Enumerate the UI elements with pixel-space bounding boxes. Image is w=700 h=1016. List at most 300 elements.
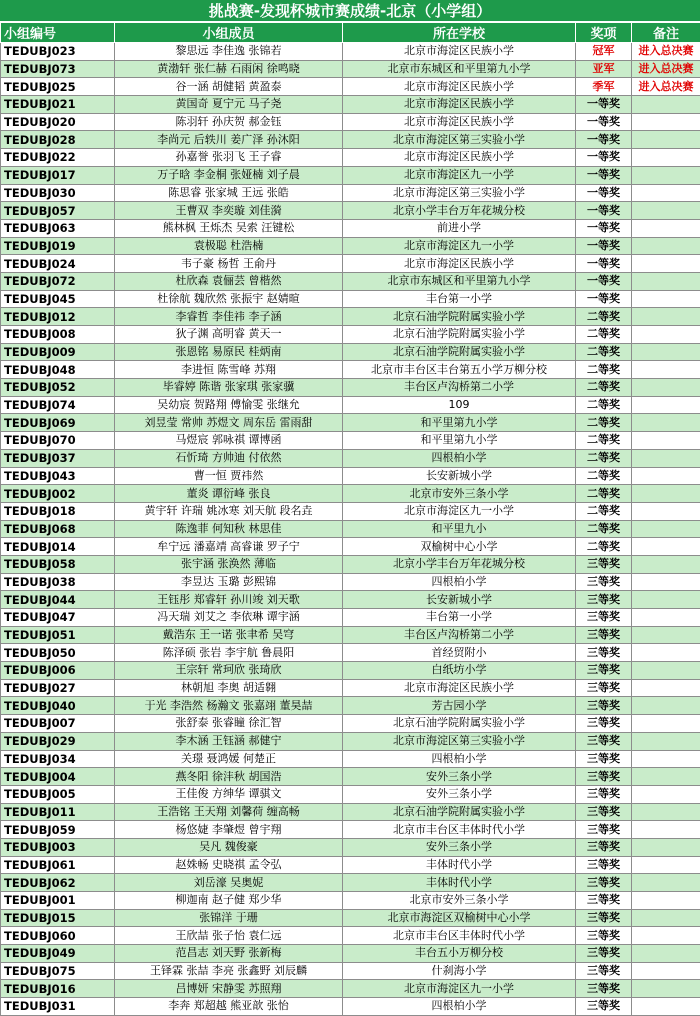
cell-members[interactable]: 林朝旭 李奥 胡适翱 bbox=[115, 679, 343, 697]
cell-school[interactable]: 四根柏小学 bbox=[343, 449, 576, 467]
table-row[interactable] bbox=[1, 255, 700, 273]
cell-members[interactable]: 张锦洋 于珊 bbox=[115, 909, 343, 927]
cell-group-id[interactable]: TEDUBJ075 bbox=[1, 962, 115, 980]
cell-award[interactable]: 亚军 bbox=[576, 60, 632, 78]
table-row[interactable] bbox=[1, 96, 700, 114]
cell-note[interactable] bbox=[632, 998, 700, 1016]
cell-school[interactable]: 北京市海淀区民族小学 bbox=[343, 113, 576, 131]
cell-school[interactable]: 北京市海淀区民族小学 bbox=[343, 96, 576, 114]
cell-school[interactable]: 北京市安外三条小学 bbox=[343, 485, 576, 503]
cell-school[interactable]: 北京市东城区和平里第九小学 bbox=[343, 272, 576, 290]
cell-school[interactable]: 北京小学丰台万年花城分校 bbox=[343, 555, 576, 573]
cell-note[interactable] bbox=[632, 856, 700, 874]
cell-group-id[interactable]: TEDUBJ068 bbox=[1, 520, 115, 538]
cell-award[interactable]: 二等奖 bbox=[576, 308, 632, 326]
cell-group-id[interactable]: TEDUBJ062 bbox=[1, 874, 115, 892]
cell-note[interactable] bbox=[632, 538, 700, 556]
table-row[interactable] bbox=[1, 785, 700, 803]
cell-members[interactable]: 牟宁远 潘嘉靖 高睿谦 罗子宁 bbox=[115, 538, 343, 556]
cell-note[interactable] bbox=[632, 432, 700, 450]
cell-members[interactable]: 赵姝畅 史晓祺 孟令弘 bbox=[115, 856, 343, 874]
cell-school[interactable]: 和平里九小 bbox=[343, 520, 576, 538]
cell-group-id[interactable]: TEDUBJ052 bbox=[1, 379, 115, 397]
cell-members[interactable]: 吴凡 魏俊豪 bbox=[115, 838, 343, 856]
cell-note[interactable]: 进入总决赛 bbox=[632, 60, 700, 78]
cell-members[interactable]: 杜欣森 袁俪芸 曾楷然 bbox=[115, 272, 343, 290]
cell-school[interactable]: 北京市丰台区丰体时代小学 bbox=[343, 927, 576, 945]
cell-school[interactable]: 长安新城小学 bbox=[343, 467, 576, 485]
cell-school[interactable]: 北京市丰台区丰台第五小学万柳分校 bbox=[343, 361, 576, 379]
cell-group-id[interactable]: TEDUBJ069 bbox=[1, 414, 115, 432]
cell-note[interactable] bbox=[632, 343, 700, 361]
cell-group-id[interactable]: TEDUBJ006 bbox=[1, 662, 115, 680]
table-row[interactable] bbox=[1, 414, 700, 432]
table-row[interactable] bbox=[1, 821, 700, 839]
cell-school[interactable]: 丰台第一小学 bbox=[343, 290, 576, 308]
cell-award[interactable]: 三等奖 bbox=[576, 662, 632, 680]
table-row[interactable] bbox=[1, 379, 700, 397]
cell-note[interactable] bbox=[632, 449, 700, 467]
cell-award[interactable]: 三等奖 bbox=[576, 715, 632, 733]
table-row[interactable] bbox=[1, 131, 700, 149]
cell-members[interactable]: 王欣喆 张子怡 袁仁远 bbox=[115, 927, 343, 945]
cell-school[interactable]: 双榆树中心小学 bbox=[343, 538, 576, 556]
cell-group-id[interactable]: TEDUBJ063 bbox=[1, 219, 115, 237]
cell-group-id[interactable]: TEDUBJ073 bbox=[1, 60, 115, 78]
cell-members[interactable]: 刘昱莹 常帅 苏煜文 周东岳 雷雨甜 bbox=[115, 414, 343, 432]
table-row[interactable] bbox=[1, 184, 700, 202]
cell-members[interactable]: 石忻琦 方帅迪 付依然 bbox=[115, 449, 343, 467]
cell-school[interactable]: 和平里第九小学 bbox=[343, 414, 576, 432]
cell-group-id[interactable]: TEDUBJ044 bbox=[1, 591, 115, 609]
table-row[interactable] bbox=[1, 750, 700, 768]
cell-group-id[interactable]: TEDUBJ027 bbox=[1, 679, 115, 697]
cell-note[interactable] bbox=[632, 962, 700, 980]
cell-award[interactable]: 一等奖 bbox=[576, 96, 632, 114]
cell-members[interactable]: 黄渤轩 张仁赫 石雨闲 徐鸣晓 bbox=[115, 60, 343, 78]
cell-award[interactable]: 三等奖 bbox=[576, 679, 632, 697]
cell-award[interactable]: 三等奖 bbox=[576, 573, 632, 591]
cell-note[interactable] bbox=[632, 750, 700, 768]
cell-award[interactable]: 一等奖 bbox=[576, 113, 632, 131]
cell-members[interactable]: 李昱达 玉璐 彭熙锦 bbox=[115, 573, 343, 591]
cell-award[interactable]: 二等奖 bbox=[576, 414, 632, 432]
table-row[interactable] bbox=[1, 308, 700, 326]
cell-award[interactable]: 一等奖 bbox=[576, 202, 632, 220]
cell-note[interactable] bbox=[632, 131, 700, 149]
cell-group-id[interactable]: TEDUBJ047 bbox=[1, 609, 115, 627]
cell-award[interactable]: 二等奖 bbox=[576, 432, 632, 450]
cell-group-id[interactable]: TEDUBJ005 bbox=[1, 785, 115, 803]
cell-note[interactable] bbox=[632, 166, 700, 184]
cell-members[interactable]: 刘岳濠 吴奥妮 bbox=[115, 874, 343, 892]
cell-group-id[interactable]: TEDUBJ028 bbox=[1, 131, 115, 149]
table-row[interactable] bbox=[1, 78, 700, 96]
cell-group-id[interactable]: TEDUBJ051 bbox=[1, 626, 115, 644]
cell-note[interactable] bbox=[632, 502, 700, 520]
cell-award[interactable]: 三等奖 bbox=[576, 874, 632, 892]
table-row[interactable] bbox=[1, 909, 700, 927]
cell-school[interactable]: 北京市海淀区第三实验小学 bbox=[343, 732, 576, 750]
cell-award[interactable]: 二等奖 bbox=[576, 502, 632, 520]
cell-school[interactable]: 首经贸附小 bbox=[343, 644, 576, 662]
cell-award[interactable]: 二等奖 bbox=[576, 449, 632, 467]
cell-members[interactable]: 熊林枫 王烁杰 吴索 汪键松 bbox=[115, 219, 343, 237]
cell-award[interactable]: 二等奖 bbox=[576, 485, 632, 503]
cell-note[interactable] bbox=[632, 573, 700, 591]
cell-school[interactable]: 北京市海淀区九一小学 bbox=[343, 166, 576, 184]
cell-award[interactable]: 三等奖 bbox=[576, 591, 632, 609]
cell-note[interactable] bbox=[632, 396, 700, 414]
cell-school[interactable]: 什刹海小学 bbox=[343, 962, 576, 980]
cell-award[interactable]: 一等奖 bbox=[576, 149, 632, 167]
cell-school[interactable]: 北京市丰台区丰体时代小学 bbox=[343, 821, 576, 839]
cell-school[interactable]: 北京小学丰台万年花城分校 bbox=[343, 202, 576, 220]
table-row[interactable] bbox=[1, 856, 700, 874]
cell-members[interactable]: 吴幼宸 贺路翔 傅愉雯 张继允 bbox=[115, 396, 343, 414]
cell-members[interactable]: 张宇涵 张涣然 薄临 bbox=[115, 555, 343, 573]
cell-members[interactable]: 李睿哲 李佳祎 李子涵 bbox=[115, 308, 343, 326]
cell-award[interactable]: 三等奖 bbox=[576, 821, 632, 839]
cell-school[interactable]: 丰台区卢沟桥第二小学 bbox=[343, 379, 576, 397]
cell-note[interactable] bbox=[632, 874, 700, 892]
cell-members[interactable]: 李尚元 后轶川 姜广泽 孙沐阳 bbox=[115, 131, 343, 149]
cell-note[interactable] bbox=[632, 326, 700, 344]
cell-award[interactable]: 三等奖 bbox=[576, 750, 632, 768]
cell-school[interactable]: 北京石油学院附属实验小学 bbox=[343, 803, 576, 821]
cell-note[interactable] bbox=[632, 272, 700, 290]
cell-group-id[interactable]: TEDUBJ057 bbox=[1, 202, 115, 220]
cell-group-id[interactable]: TEDUBJ070 bbox=[1, 432, 115, 450]
cell-school[interactable]: 白纸坊小学 bbox=[343, 662, 576, 680]
cell-school[interactable]: 四根柏小学 bbox=[343, 998, 576, 1016]
table-row[interactable] bbox=[1, 237, 700, 255]
cell-award[interactable]: 季军 bbox=[576, 78, 632, 96]
cell-group-id[interactable]: TEDUBJ072 bbox=[1, 272, 115, 290]
table-row[interactable] bbox=[1, 998, 700, 1016]
cell-members[interactable]: 李奔 郑超越 熊亚歆 张怡 bbox=[115, 998, 343, 1016]
cell-note[interactable] bbox=[632, 308, 700, 326]
cell-school[interactable]: 北京市海淀区第三实验小学 bbox=[343, 184, 576, 202]
cell-award[interactable]: 三等奖 bbox=[576, 909, 632, 927]
cell-note[interactable] bbox=[632, 467, 700, 485]
cell-note[interactable] bbox=[632, 945, 700, 963]
table-row[interactable] bbox=[1, 502, 700, 520]
cell-group-id[interactable]: TEDUBJ031 bbox=[1, 998, 115, 1016]
cell-group-id[interactable]: TEDUBJ002 bbox=[1, 485, 115, 503]
cell-school[interactable]: 丰台区卢沟桥第二小学 bbox=[343, 626, 576, 644]
cell-group-id[interactable]: TEDUBJ008 bbox=[1, 326, 115, 344]
cell-award[interactable]: 三等奖 bbox=[576, 927, 632, 945]
cell-members[interactable]: 王铎霖 张喆 李亮 张鑫野 刘辰麟 bbox=[115, 962, 343, 980]
table-row[interactable] bbox=[1, 962, 700, 980]
cell-note[interactable] bbox=[632, 591, 700, 609]
cell-school[interactable]: 安外三条小学 bbox=[343, 785, 576, 803]
table-row[interactable] bbox=[1, 326, 700, 344]
cell-school[interactable]: 安外三条小学 bbox=[343, 768, 576, 786]
cell-members[interactable]: 王曹双 李奕璇 刘佳漪 bbox=[115, 202, 343, 220]
table-row[interactable] bbox=[1, 573, 700, 591]
cell-award[interactable]: 二等奖 bbox=[576, 343, 632, 361]
cell-school[interactable]: 北京市海淀区民族小学 bbox=[343, 78, 576, 96]
cell-school[interactable]: 和平里第九小学 bbox=[343, 432, 576, 450]
cell-members[interactable]: 关璟 聂鸿媛 何楚正 bbox=[115, 750, 343, 768]
table-row[interactable] bbox=[1, 113, 700, 131]
cell-note[interactable] bbox=[632, 361, 700, 379]
cell-members[interactable]: 谷一涵 胡健韬 黄盈泰 bbox=[115, 78, 343, 96]
cell-group-id[interactable]: TEDUBJ060 bbox=[1, 927, 115, 945]
table-row[interactable] bbox=[1, 838, 700, 856]
cell-award[interactable]: 一等奖 bbox=[576, 219, 632, 237]
table-row[interactable] bbox=[1, 202, 700, 220]
cell-members[interactable]: 马煜宸 郭咏祺 谭博函 bbox=[115, 432, 343, 450]
table-row[interactable] bbox=[1, 149, 700, 167]
cell-group-id[interactable]: TEDUBJ049 bbox=[1, 945, 115, 963]
cell-award[interactable]: 三等奖 bbox=[576, 626, 632, 644]
cell-group-id[interactable]: TEDUBJ011 bbox=[1, 803, 115, 821]
cell-award[interactable]: 三等奖 bbox=[576, 803, 632, 821]
cell-members[interactable]: 于光 李浩然 杨瀚文 张嘉翊 董昊喆 bbox=[115, 697, 343, 715]
cell-note[interactable] bbox=[632, 290, 700, 308]
cell-award[interactable]: 一等奖 bbox=[576, 272, 632, 290]
cell-members[interactable]: 张舒泰 张睿瞳 徐汇智 bbox=[115, 715, 343, 733]
cell-award[interactable]: 三等奖 bbox=[576, 555, 632, 573]
header-group-id[interactable]: 小组编号 bbox=[1, 23, 115, 43]
cell-group-id[interactable]: TEDUBJ020 bbox=[1, 113, 115, 131]
cell-note[interactable] bbox=[632, 679, 700, 697]
table-row[interactable] bbox=[1, 697, 700, 715]
cell-award[interactable]: 三等奖 bbox=[576, 892, 632, 910]
table-row[interactable] bbox=[1, 449, 700, 467]
cell-members[interactable]: 韦子豪 杨哲 王俞丹 bbox=[115, 255, 343, 273]
table-row[interactable] bbox=[1, 715, 700, 733]
table-row[interactable] bbox=[1, 166, 700, 184]
table-row[interactable] bbox=[1, 609, 700, 627]
cell-members[interactable]: 李木涵 王钰涵 郝健宁 bbox=[115, 732, 343, 750]
cell-award[interactable]: 二等奖 bbox=[576, 379, 632, 397]
cell-members[interactable]: 范昌志 刘天野 张新梅 bbox=[115, 945, 343, 963]
cell-note[interactable] bbox=[632, 96, 700, 114]
table-row[interactable] bbox=[1, 485, 700, 503]
cell-award[interactable]: 三等奖 bbox=[576, 838, 632, 856]
cell-group-id[interactable]: TEDUBJ029 bbox=[1, 732, 115, 750]
table-row[interactable] bbox=[1, 679, 700, 697]
cell-members[interactable]: 毕睿婷 陈谐 张家琪 张家骥 bbox=[115, 379, 343, 397]
cell-group-id[interactable]: TEDUBJ016 bbox=[1, 980, 115, 998]
table-row[interactable] bbox=[1, 768, 700, 786]
cell-school[interactable]: 北京石油学院附属实验小学 bbox=[343, 715, 576, 733]
cell-award[interactable]: 二等奖 bbox=[576, 361, 632, 379]
cell-school[interactable]: 北京市海淀区九一小学 bbox=[343, 502, 576, 520]
cell-school[interactable]: 长安新城小学 bbox=[343, 591, 576, 609]
table-row[interactable] bbox=[1, 432, 700, 450]
cell-school[interactable]: 北京市海淀区民族小学 bbox=[343, 149, 576, 167]
cell-group-id[interactable]: TEDUBJ001 bbox=[1, 892, 115, 910]
cell-school[interactable]: 北京市海淀区民族小学 bbox=[343, 255, 576, 273]
cell-award[interactable]: 三等奖 bbox=[576, 856, 632, 874]
cell-note[interactable] bbox=[632, 980, 700, 998]
cell-group-id[interactable]: TEDUBJ059 bbox=[1, 821, 115, 839]
cell-members[interactable]: 陈羽轩 孙庆贺 郝金钰 bbox=[115, 113, 343, 131]
cell-group-id[interactable]: TEDUBJ015 bbox=[1, 909, 115, 927]
table-row[interactable] bbox=[1, 662, 700, 680]
cell-school[interactable]: 四根柏小学 bbox=[343, 573, 576, 591]
cell-group-id[interactable]: TEDUBJ007 bbox=[1, 715, 115, 733]
cell-note[interactable] bbox=[632, 555, 700, 573]
cell-members[interactable]: 袁极聪 杜浩楠 bbox=[115, 237, 343, 255]
cell-note[interactable] bbox=[632, 662, 700, 680]
cell-award[interactable]: 一等奖 bbox=[576, 237, 632, 255]
cell-award[interactable]: 二等奖 bbox=[576, 520, 632, 538]
cell-award[interactable]: 二等奖 bbox=[576, 538, 632, 556]
cell-note[interactable] bbox=[632, 644, 700, 662]
cell-award[interactable]: 三等奖 bbox=[576, 980, 632, 998]
cell-group-id[interactable]: TEDUBJ040 bbox=[1, 697, 115, 715]
table-row[interactable] bbox=[1, 538, 700, 556]
cell-group-id[interactable]: TEDUBJ030 bbox=[1, 184, 115, 202]
cell-note[interactable] bbox=[632, 821, 700, 839]
cell-note[interactable] bbox=[632, 909, 700, 927]
cell-award[interactable]: 三等奖 bbox=[576, 998, 632, 1016]
cell-award[interactable]: 一等奖 bbox=[576, 290, 632, 308]
cell-school[interactable]: 北京市海淀区双榆树中心小学 bbox=[343, 909, 576, 927]
cell-award[interactable]: 三等奖 bbox=[576, 962, 632, 980]
table-row[interactable] bbox=[1, 892, 700, 910]
cell-school[interactable]: 北京市海淀区第三实验小学 bbox=[343, 131, 576, 149]
cell-award[interactable]: 一等奖 bbox=[576, 131, 632, 149]
cell-group-id[interactable]: TEDUBJ004 bbox=[1, 768, 115, 786]
cell-members[interactable]: 王钰彤 郑睿轩 孙川竣 刘天歌 bbox=[115, 591, 343, 609]
cell-school[interactable]: 前进小学 bbox=[343, 219, 576, 237]
cell-group-id[interactable]: TEDUBJ048 bbox=[1, 361, 115, 379]
cell-note[interactable] bbox=[632, 626, 700, 644]
table-row[interactable] bbox=[1, 591, 700, 609]
cell-note[interactable] bbox=[632, 379, 700, 397]
table-row[interactable] bbox=[1, 980, 700, 998]
table-row[interactable] bbox=[1, 945, 700, 963]
cell-school[interactable]: 北京市海淀区民族小学 bbox=[343, 43, 576, 61]
cell-members[interactable]: 冯天瑞 刘艾之 李依琳 谭宇涵 bbox=[115, 609, 343, 627]
cell-school[interactable]: 北京市安外三条小学 bbox=[343, 892, 576, 910]
cell-award[interactable]: 三等奖 bbox=[576, 732, 632, 750]
cell-members[interactable]: 陈思睿 张家城 王远 张皓 bbox=[115, 184, 343, 202]
cell-group-id[interactable]: TEDUBJ037 bbox=[1, 449, 115, 467]
cell-note[interactable] bbox=[632, 219, 700, 237]
cell-school[interactable]: 109 bbox=[343, 396, 576, 414]
cell-group-id[interactable]: TEDUBJ024 bbox=[1, 255, 115, 273]
cell-note[interactable] bbox=[632, 892, 700, 910]
table-row[interactable] bbox=[1, 626, 700, 644]
cell-award[interactable]: 一等奖 bbox=[576, 166, 632, 184]
cell-note[interactable] bbox=[632, 803, 700, 821]
cell-award[interactable]: 三等奖 bbox=[576, 644, 632, 662]
cell-members[interactable]: 吕博妍 宋静雯 苏照翔 bbox=[115, 980, 343, 998]
cell-note[interactable] bbox=[632, 237, 700, 255]
cell-award[interactable]: 二等奖 bbox=[576, 396, 632, 414]
cell-note[interactable] bbox=[632, 838, 700, 856]
cell-members[interactable]: 狄子渊 高明睿 黄天一 bbox=[115, 326, 343, 344]
cell-group-id[interactable]: TEDUBJ014 bbox=[1, 538, 115, 556]
cell-school[interactable]: 安外三条小学 bbox=[343, 838, 576, 856]
cell-members[interactable]: 黄国奇 夏宁元 马子尧 bbox=[115, 96, 343, 114]
cell-members[interactable]: 陈逸菲 何知秋 林思佳 bbox=[115, 520, 343, 538]
cell-members[interactable]: 杜徐航 魏欣然 张振宇 赵婧暄 bbox=[115, 290, 343, 308]
cell-award[interactable]: 二等奖 bbox=[576, 467, 632, 485]
cell-school[interactable]: 丰体时代小学 bbox=[343, 856, 576, 874]
cell-award[interactable]: 三等奖 bbox=[576, 609, 632, 627]
table-row[interactable] bbox=[1, 644, 700, 662]
table-row[interactable] bbox=[1, 43, 700, 61]
cell-school[interactable]: 丰体时代小学 bbox=[343, 874, 576, 892]
cell-note[interactable] bbox=[632, 485, 700, 503]
cell-school[interactable]: 北京市海淀区民族小学 bbox=[343, 679, 576, 697]
cell-award[interactable]: 一等奖 bbox=[576, 184, 632, 202]
table-row[interactable] bbox=[1, 555, 700, 573]
table-row[interactable] bbox=[1, 874, 700, 892]
table-row[interactable] bbox=[1, 396, 700, 414]
cell-members[interactable]: 张恩铭 易原民 桂炳南 bbox=[115, 343, 343, 361]
table-row[interactable] bbox=[1, 290, 700, 308]
cell-note[interactable] bbox=[632, 202, 700, 220]
cell-note[interactable] bbox=[632, 785, 700, 803]
cell-school[interactable]: 北京石油学院附属实验小学 bbox=[343, 308, 576, 326]
cell-group-id[interactable]: TEDUBJ025 bbox=[1, 78, 115, 96]
table-row[interactable] bbox=[1, 343, 700, 361]
cell-members[interactable]: 孙嘉誉 张羽飞 王子睿 bbox=[115, 149, 343, 167]
cell-members[interactable]: 杨悠婕 李肇煜 曾宇翔 bbox=[115, 821, 343, 839]
header-note[interactable]: 备注 bbox=[632, 23, 700, 43]
cell-group-id[interactable]: TEDUBJ023 bbox=[1, 43, 115, 61]
cell-group-id[interactable]: TEDUBJ050 bbox=[1, 644, 115, 662]
cell-note[interactable] bbox=[632, 768, 700, 786]
cell-members[interactable]: 黄宇轩 许瑞 姚冰寒 刘天航 段名垚 bbox=[115, 502, 343, 520]
cell-school[interactable]: 四根柏小学 bbox=[343, 750, 576, 768]
cell-school[interactable]: 北京市东城区和平里第九小学 bbox=[343, 60, 576, 78]
cell-members[interactable]: 黎思远 李佳逸 张锦若 bbox=[115, 43, 343, 61]
cell-school[interactable]: 芳古园小学 bbox=[343, 697, 576, 715]
cell-group-id[interactable]: TEDUBJ022 bbox=[1, 149, 115, 167]
cell-school[interactable]: 北京石油学院附属实验小学 bbox=[343, 326, 576, 344]
cell-group-id[interactable]: TEDUBJ009 bbox=[1, 343, 115, 361]
cell-group-id[interactable]: TEDUBJ003 bbox=[1, 838, 115, 856]
cell-members[interactable]: 王佳俊 方绅华 谭骐文 bbox=[115, 785, 343, 803]
cell-school[interactable]: 丰台五小万柳分校 bbox=[343, 945, 576, 963]
cell-note[interactable] bbox=[632, 715, 700, 733]
table-row[interactable] bbox=[1, 219, 700, 237]
cell-note[interactable] bbox=[632, 184, 700, 202]
cell-members[interactable]: 柳迦南 赵子健 郑少华 bbox=[115, 892, 343, 910]
header-members[interactable]: 小组成员 bbox=[115, 23, 343, 43]
cell-award[interactable]: 三等奖 bbox=[576, 768, 632, 786]
cell-award[interactable]: 三等奖 bbox=[576, 697, 632, 715]
cell-school[interactable]: 北京市海淀区九一小学 bbox=[343, 237, 576, 255]
cell-note[interactable] bbox=[632, 255, 700, 273]
cell-award[interactable]: 三等奖 bbox=[576, 785, 632, 803]
cell-note[interactable] bbox=[632, 520, 700, 538]
cell-group-id[interactable]: TEDUBJ061 bbox=[1, 856, 115, 874]
cell-members[interactable]: 李进恒 陈雪峰 苏翔 bbox=[115, 361, 343, 379]
cell-group-id[interactable]: TEDUBJ012 bbox=[1, 308, 115, 326]
cell-note[interactable] bbox=[632, 732, 700, 750]
cell-members[interactable]: 曹一恒 贾祎然 bbox=[115, 467, 343, 485]
cell-school[interactable]: 北京石油学院附属实验小学 bbox=[343, 343, 576, 361]
cell-members[interactable]: 燕冬阳 徐沣秋 胡国浩 bbox=[115, 768, 343, 786]
cell-members[interactable]: 董炎 谭衍峰 张良 bbox=[115, 485, 343, 503]
cell-group-id[interactable]: TEDUBJ018 bbox=[1, 502, 115, 520]
table-row[interactable] bbox=[1, 732, 700, 750]
cell-award[interactable]: 一等奖 bbox=[576, 255, 632, 273]
table-row[interactable] bbox=[1, 467, 700, 485]
